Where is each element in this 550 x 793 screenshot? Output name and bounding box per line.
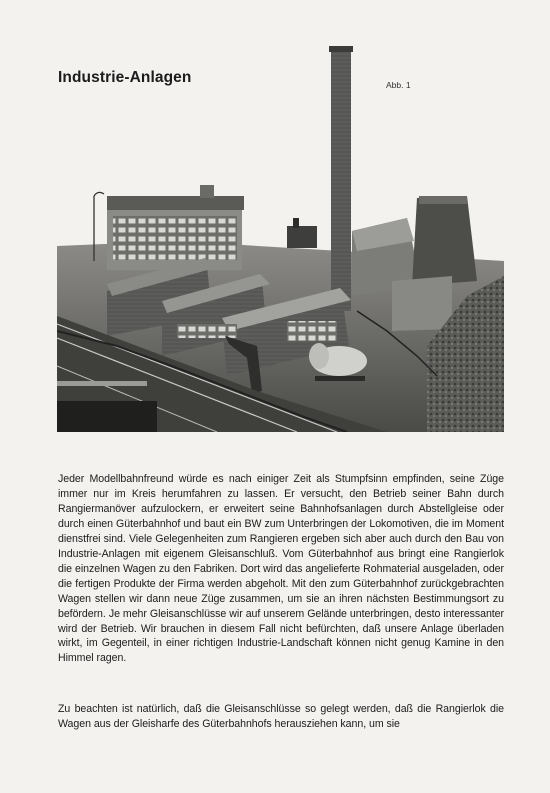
figure-label: Abb. 1 xyxy=(386,80,411,90)
model-railway-industrial-photo-icon xyxy=(57,46,504,432)
industrial-layout-photo xyxy=(57,46,504,432)
body-paragraph-2: Zu beachten ist natürlich, daß die Gleisanschlüsse so gelegt werden, daß die Rangierlok die Wagen aus der Gleisharfe des Güterbahnhofs herausziehen kann, um sie xyxy=(58,703,504,730)
body-paragraph-1: Jeder Modellbahnfreund würde es nach einiger Zeit als Stumpfsinn empfinden, seine Züge immer nur im Kreis herumfahren zu lassen. Er versucht, den Betrieb seiner Bahn durch Rangiermanöver aufzulockern, er erweitert seine Bahnhofsanlagen durch Abstellgleise oder durch einen Güterbahnhof und baut ein BW zum Unterbringen der Lokomotiven, die im Moment dienstfrei sind. Viele Gelegenheiten zum Rangieren ergeben sich aber auch durch den Bau von Industrie-Anlagen mit eigenem Gleisanschluß. Vom Güterbahnhof aus bringt eine Rangierlok die einzelnen Wagen zu den Fabriken. Dort wird das angelieferte Rohmaterial ausgeladen, oder die fertigen Produkte der Firma werden abgeholt. Mit den zum Güterbahnhof zurückgebrachten Wagen stellen wir dann neue Züge zusammen, um sie an ihren nächsten Bestimmungsort zu befördern. Je mehr Gleisanschlüsse wir auf unserem Gelände unterbringen, desto interessanter wird der Betrieb. Wir brauchen in diesem Fall nicht befürchten, daß unsere Anlage überladen wirkt, im Gegenteil, in einer richtigen Industrie-Landschaft können nicht genug Kamine in den Himmel ragen. xyxy=(58,473,504,665)
page-title: Industrie-Anlagen xyxy=(58,69,192,86)
